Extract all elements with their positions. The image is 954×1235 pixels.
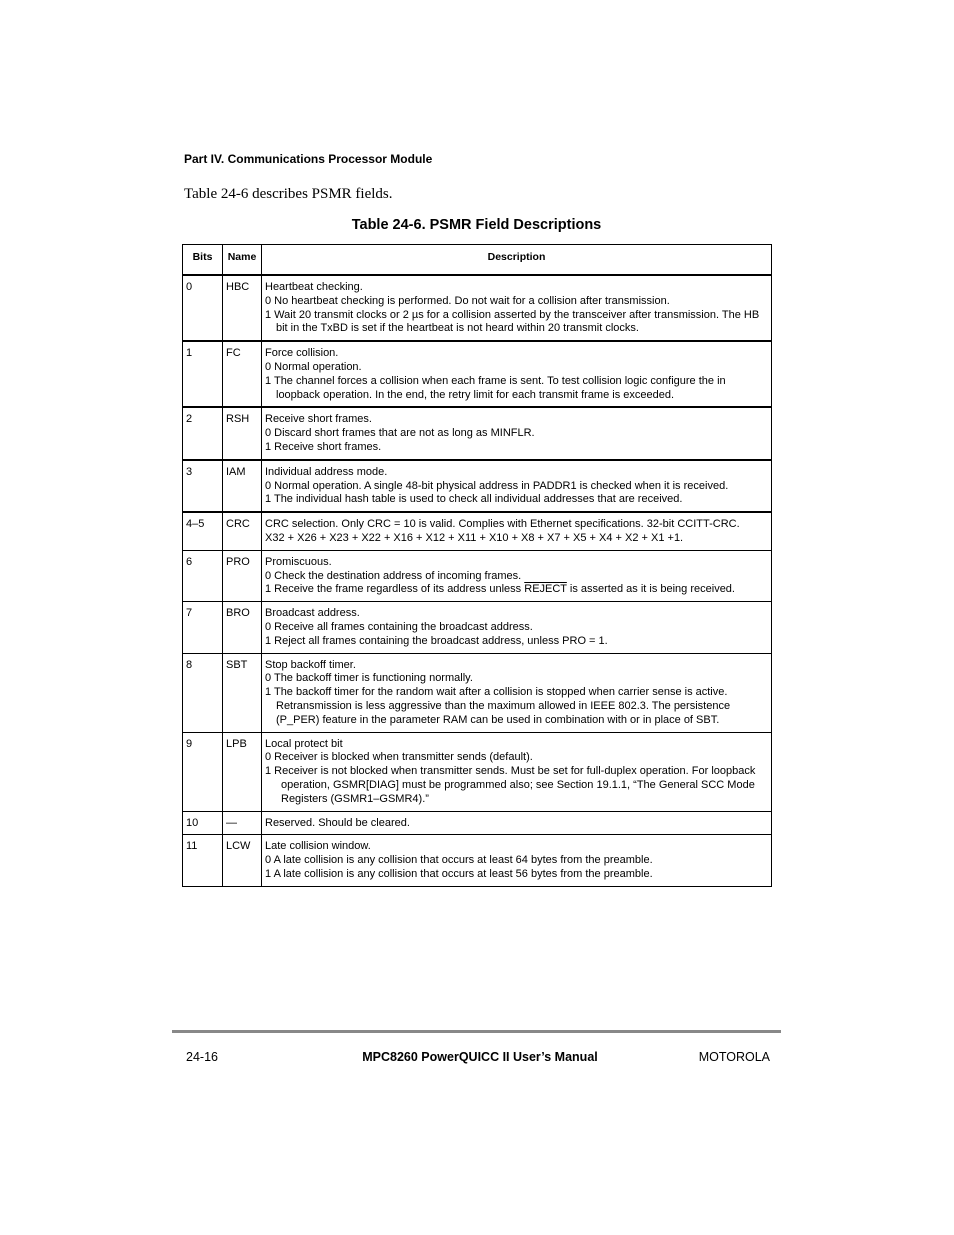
- desc-line: Reserved. Should be cleared.: [265, 816, 410, 829]
- desc-line: 0 Receiver is blocked when transmitter sends (default).: [265, 751, 533, 764]
- intro-paragraph: Table 24-6 describes PSMR fields.: [184, 186, 393, 202]
- cell-name: FC: [223, 341, 262, 407]
- cell-bits: 4–5: [183, 512, 223, 550]
- table-title: Table 24-6. PSMR Field Descriptions: [351, 217, 602, 233]
- desc-line: 1 Reject all frames containing the broadcast address, unless PRO = 1.: [265, 634, 608, 647]
- manual-title: MPC8260 PowerQUICC II User’s Manual: [362, 1050, 598, 1064]
- cell-name: CRC: [223, 512, 262, 550]
- cell-bits: 0: [183, 275, 223, 341]
- cell-bits: 11: [183, 835, 223, 886]
- cell-bits: 3: [183, 460, 223, 512]
- desc-text: 1 Receive the frame regardless of its address unless: [265, 583, 525, 596]
- cell-description: [262, 602, 772, 653]
- reject-signal: REJECT: [524, 583, 567, 596]
- cell-description: [262, 407, 772, 459]
- cell-description: [262, 341, 772, 407]
- table-row: [183, 811, 772, 835]
- desc-line: [265, 583, 768, 597]
- desc-line: 0 Receive all frames containing the broadcast address.: [265, 620, 533, 633]
- desc-line: X32 + X26 + X23 + X22 + X16 + X12 + X11 + X10 + X8 + X7 + X5 + X4 + X2 + X1 +1.: [265, 531, 684, 544]
- desc-line: 1 The individual hash table is used to check all individual addresses that are received.: [265, 493, 683, 506]
- desc-line: 1 The backoff timer for the random wait after a collision is stopped when carrier sense is active. Retransmission is less aggressive than the maximum allowed in IEEE 802.3. The persistence (P_PER) feature in the parameter RAM can be used in combination with or in place of SBT.: [265, 686, 731, 726]
- cell-bits: 2: [183, 407, 223, 459]
- cell-name: PRO: [223, 550, 262, 601]
- desc-line: 0 Normal operation. A single 48-bit physical address in PADDR1 is checked when it is received.: [265, 479, 729, 492]
- cell-description: [262, 732, 772, 811]
- psmr-field-table: [182, 244, 772, 887]
- table-row: [183, 460, 772, 512]
- cell-name: IAM: [223, 460, 262, 512]
- running-header: Part IV. Communications Processor Module: [184, 152, 433, 166]
- desc-line: Heartbeat checking.: [265, 281, 363, 293]
- table-row: [183, 275, 772, 341]
- desc-line: Broadcast address.: [265, 607, 360, 620]
- desc-line: Receive short frames.: [265, 413, 372, 426]
- desc-line: 1 Receiver is not blocked when transmitter sends. Must be set for full-duplex operation. For loopback operation, GSMR[DIAG] must be programmed also; see Section 19.1.1, “The General SCC Mode Registers (GSMR1–GSMR4).”: [265, 765, 756, 805]
- page-number: 24-16: [186, 1050, 218, 1064]
- table-row: [183, 732, 772, 811]
- desc-line: 0 Normal operation.: [265, 360, 362, 373]
- desc-line: 1 Wait 20 transmit clocks or 2 µs for a collision asserted by the transceiver after transmission. The HB bit in the TxBD is set if the heartbeat is not heard within 20 transmit clocks.: [265, 308, 760, 335]
- desc-line: 0 A late collision is any collision that occurs at least 64 bytes from the preamble.: [265, 854, 653, 867]
- table-row: [183, 602, 772, 653]
- desc-line: Stop backoff timer.: [265, 658, 356, 671]
- desc-line: 0 No heartbeat checking is performed. Do not wait for a collision after transmission.: [265, 294, 670, 307]
- cell-name: SBT: [223, 653, 262, 732]
- table-header-row: [183, 245, 772, 276]
- desc-line: Late collision window.: [265, 840, 371, 853]
- desc-line: 0 The backoff timer is functioning normally.: [265, 672, 473, 685]
- cell-name: BRO: [223, 602, 262, 653]
- desc-line: Local protect bit: [265, 737, 343, 750]
- cell-name: HBC: [223, 275, 262, 341]
- desc-line: 1 Receive short frames.: [265, 440, 382, 453]
- desc-line: 0 Discard short frames that are not as long as MINFLR.: [265, 427, 535, 440]
- cell-description: [262, 550, 772, 601]
- cell-bits: 7: [183, 602, 223, 653]
- cell-bits: 1: [183, 341, 223, 407]
- cell-description: [262, 275, 772, 341]
- desc-line: 0 Check the destination address of incoming frames.: [265, 569, 522, 582]
- column-header-name: Name: [223, 245, 262, 276]
- column-header-description: Description: [262, 245, 772, 276]
- cell-bits: 6: [183, 550, 223, 601]
- desc-line: 1 A late collision is any collision that occurs at least 56 bytes from the preamble.: [265, 867, 653, 880]
- cell-name: RSH: [223, 407, 262, 459]
- cell-bits: 8: [183, 653, 223, 732]
- desc-line: Promiscuous.: [265, 555, 332, 568]
- table-row: [183, 550, 772, 601]
- cell-description: [262, 811, 772, 835]
- cell-bits: 10: [183, 811, 223, 835]
- table-row: [183, 341, 772, 407]
- table-row: [183, 512, 772, 550]
- table-row: [183, 653, 772, 732]
- table-row: [183, 407, 772, 459]
- desc-line: 1 The channel forces a collision when each frame is sent. To test collision logic configure the in loopback operation. In the end, the retry limit for each transmit frame is exceeded.: [265, 374, 726, 401]
- desc-text: is asserted as it is being received.: [566, 583, 735, 596]
- cell-description: [262, 460, 772, 512]
- cell-description: [262, 835, 772, 886]
- footer-divider: [172, 1030, 781, 1033]
- cell-name: —: [223, 811, 262, 835]
- column-header-bits: Bits: [183, 245, 223, 276]
- desc-line: Force collision.: [265, 347, 339, 360]
- desc-line: CRC selection. Only CRC = 10 is valid. Complies with Ethernet specifications. 32-bit CCITT-CRC.: [265, 518, 740, 531]
- cell-name: LPB: [223, 732, 262, 811]
- desc-line: Individual address mode.: [265, 465, 388, 478]
- cell-description: [262, 653, 772, 732]
- cell-description: [262, 512, 772, 550]
- company-name: MOTOROLA: [698, 1050, 770, 1064]
- cell-name: LCW: [223, 835, 262, 886]
- cell-bits: 9: [183, 732, 223, 811]
- table-row: [183, 835, 772, 886]
